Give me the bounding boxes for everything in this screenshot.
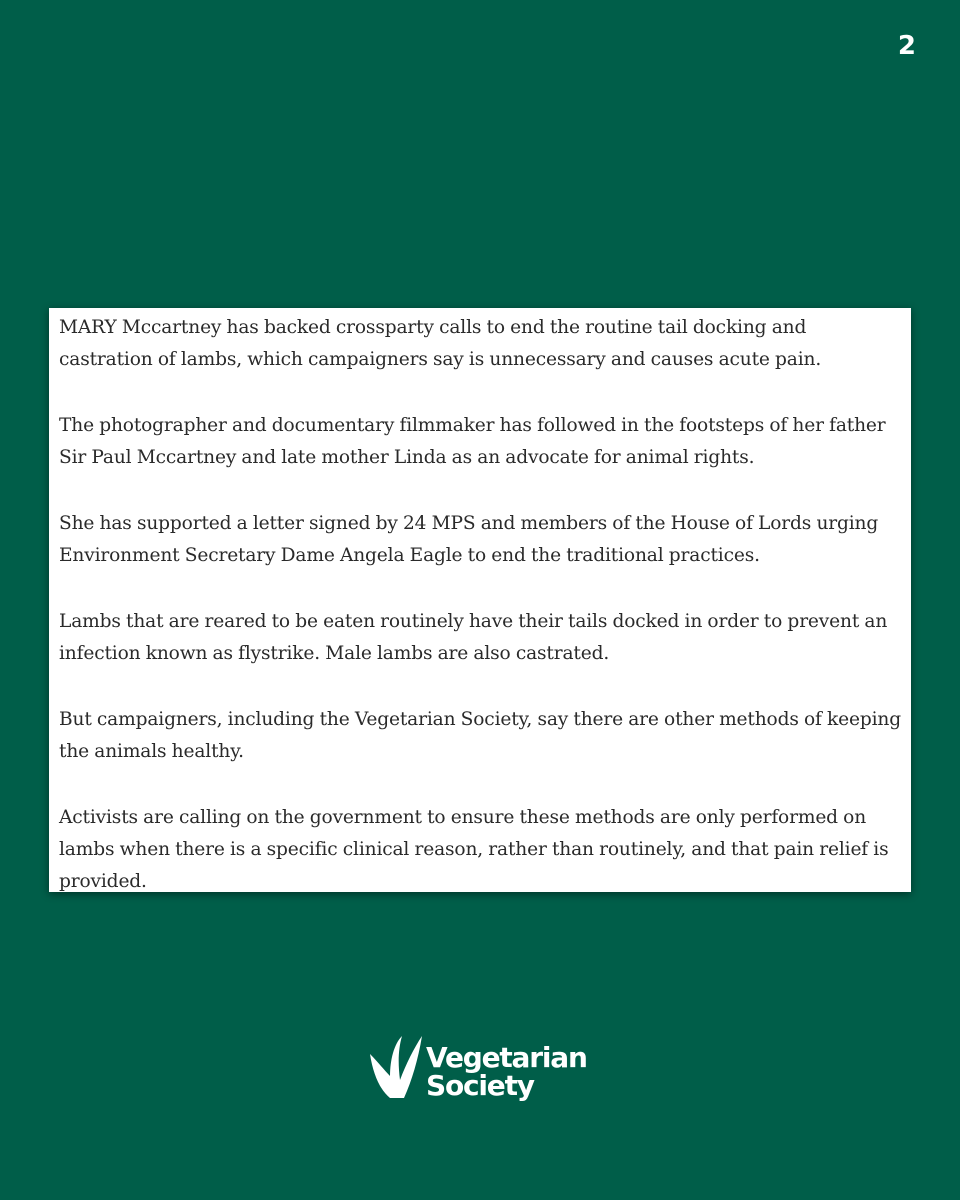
article-clipping (49, 308, 911, 892)
brand-logo (368, 1034, 608, 1106)
brand-name-line1: Vegetarian (426, 1041, 587, 1074)
article-paragraph: But campaigners, including the Vegetarian Society, say there are other methods of keeping the animals healthy. (59, 709, 901, 762)
brand-name-line2: Society (426, 1069, 534, 1102)
article-paragraph: The photographer and documentary filmmaker has followed in the footsteps of her father Sir Paul Mccartney and late mother Linda as an advocate for animal rights. (59, 415, 886, 468)
page-number: 2 (897, 31, 916, 61)
brand-name (426, 1041, 587, 1102)
article-paragraph: MARY Mccartney has backed crossparty calls to end the routine tail docking and castration of lambs, which campaigners say is unnecessary and causes acute pain. (59, 317, 822, 370)
article-paragraph: She has supported a letter signed by 24 MPS and members of the House of Lords urging Environment Secretary Dame Angela Eagle to end the traditional practices. (59, 513, 879, 566)
article-paragraph: Lambs that are reared to be eaten routinely have their tails docked in order to prevent an infection known as flystrike. Male lambs are also castrated. (59, 611, 888, 664)
article-paragraph: Activists are calling on the government to ensure these methods are only performed on lambs when there is a specific clinical reason, rather than routinely, and that pain relief is provided. (59, 807, 889, 892)
v-leaf-logo-icon (368, 1034, 424, 1100)
